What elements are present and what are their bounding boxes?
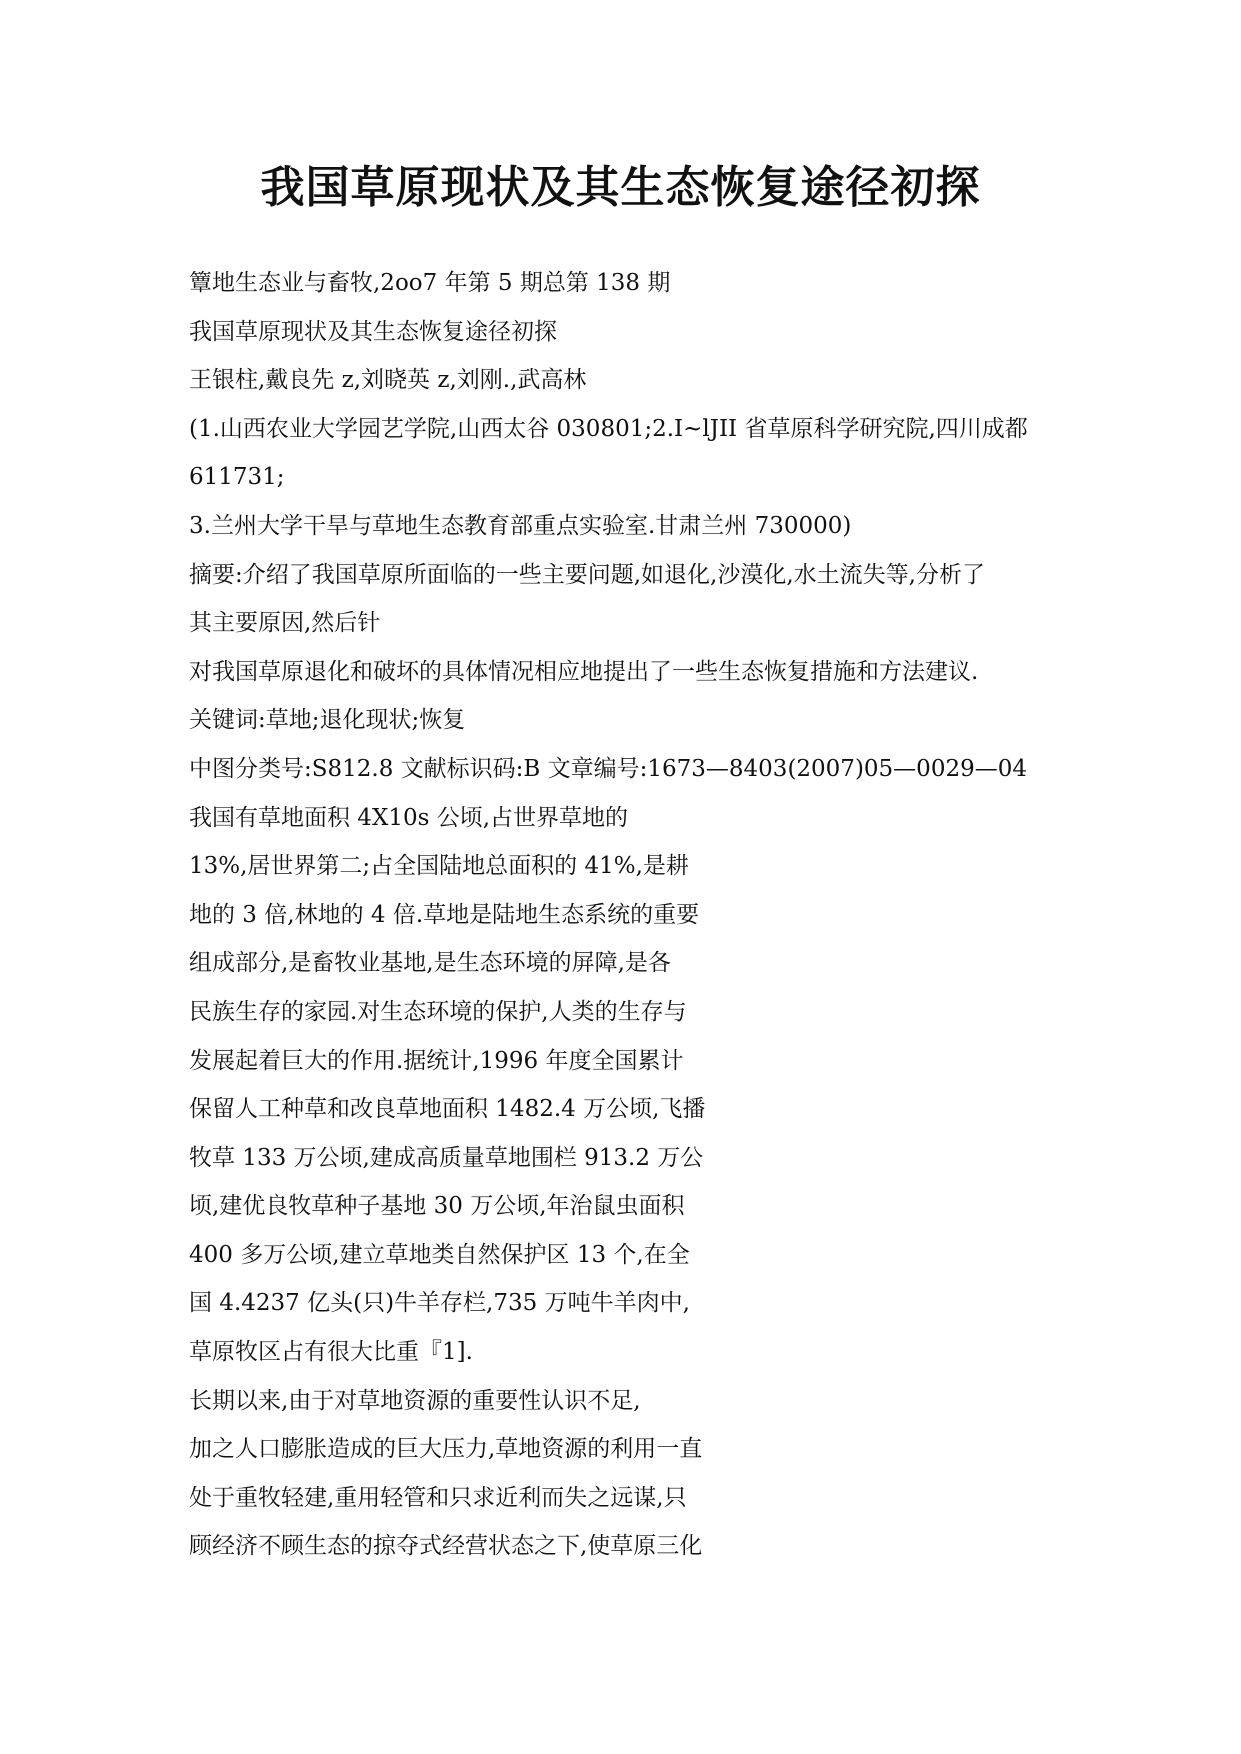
body-text-line: 处于重牧轻建,重用轻管和只求近利而失之远谋,只: [189, 1484, 687, 1511]
affiliation-line-1: (1.山西农业大学园艺学院,山西太谷 030801;2.I~lJII 省草原科学研究院,四川成都: [189, 415, 1028, 442]
journal-info-line: 簟地生态业与畜牧,2oo7 年第 5 期总第 138 期: [189, 270, 671, 296]
affiliation-line-2: 611731;: [189, 464, 285, 491]
abstract-line-1: 摘要:介绍了我国草原所面临的一些主要问题,如退化,沙漠化,水土流失等,分析了: [189, 561, 985, 588]
body-text-line: 牧草 133 万公顷,建成高质量草地围栏 913.2 万公: [189, 1144, 704, 1171]
body-text-line: 顾经济不顾生态的掠夺式经营状态之下,使草原三化: [189, 1533, 703, 1560]
body-text-line: 民族生存的家园.对生态环境的保护,人类的生存与: [189, 998, 687, 1025]
body-text-line: 13%,居世界第二;占全国陆地总面积的 41%,是耕: [189, 853, 689, 880]
document-body: [189, 268, 1069, 1580]
classification-line: 中图分类号:S812.8 文献标识码:B 文章编号:1673—8403(2007)05—0029—04: [189, 755, 1027, 782]
abstract-line-2: 其主要原因,然后针: [189, 610, 381, 637]
abstract-line-3: 对我国草原退化和破坏的具体情况相应地提出了一些生态恢复措施和方法建议.: [189, 658, 979, 685]
body-text-line: 顷,建优良牧草种子基地 30 万公顷,年治鼠虫面积: [189, 1193, 685, 1220]
body-text-line: 保留人工种草和改良草地面积 1482.4 万公顷,飞播: [189, 1096, 706, 1123]
body-text-line: 地的 3 倍,林地的 4 倍.草地是陆地生态系统的重要: [189, 901, 700, 928]
body-text-line: 长期以来,由于对草地资源的重要性认识不足,: [189, 1387, 641, 1414]
body-text-line: 国 4.4237 亿头(只)牛羊存栏,735 万吨牛羊肉中,: [189, 1290, 690, 1317]
body-text-line: 400 多万公顷,建立草地类自然保护区 13 个,在全: [189, 1241, 690, 1268]
body-text-line: 组成部分,是畜牧业基地,是生态环境的屏障,是各: [189, 950, 671, 977]
article-title-line: 我国草原现状及其生态恢复途径初探: [189, 318, 557, 345]
document-title: 我国草原现状及其生态恢复途径初探: [260, 162, 981, 213]
affiliation-line-3: 3.兰州大学干旱与草地生态教育部重点实验室.甘肃兰州 730000): [189, 512, 852, 539]
keywords-line: 关键词:草地;退化现状;恢复: [189, 707, 466, 734]
body-text-line: 草原牧区占有很大比重『1].: [189, 1339, 473, 1366]
body-text-line: 发展起着巨大的作用.据统计,1996 年度全国累计: [189, 1047, 684, 1074]
body-text-line: 加之人口膨胀造成的巨大压力,草地资源的利用一直: [189, 1436, 703, 1463]
authors-line: 王银柱,戴良先 z,刘晓英 z,刘刚.,武高林: [189, 367, 587, 394]
body-text-line: 我国有草地面积 4X10s 公顷,占世界草地的: [189, 804, 629, 831]
